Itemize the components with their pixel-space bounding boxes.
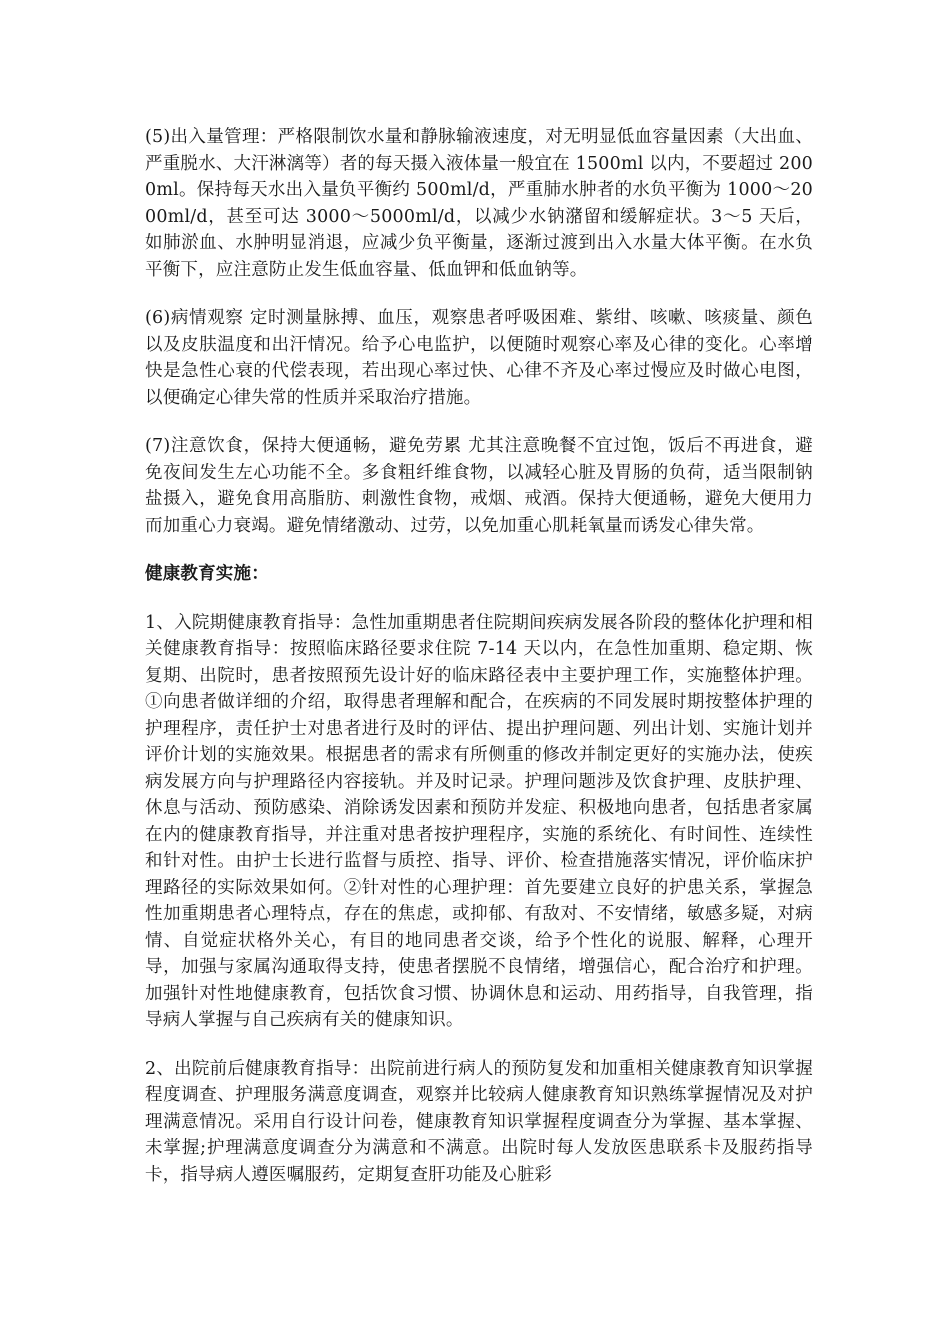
paragraph-intake-output-management: (5)出入量管理：严格限制饮水量和静脉输液速度，对无明显低血容量因素（大出血、严重脱水、大汗淋漓等）者的每天摄入液体量一般宜在 1500ml 以内，不要超过 2000ml。保持每天水出入量负平衡约 500ml/d，严重肺水肿者的水负平衡为 1000～2000ml/d，甚至可达 3000～5000ml/d，以减少水钠潴留和缓解症状。3～5 天后，如肺淤血、水肿明显消退，应减少负平衡量，逐渐过渡到出入水量大体平衡。在水负平衡下，应注意防止发生低血容量、低血钾和低血钠等。 [145,127,813,280]
section-heading-health-education: 健康教育实施： [145,564,269,584]
paragraph-admission-education: 1、入院期健康教育指导：急性加重期患者住院期间疾病发展各阶段的整体化护理和相关健康教育指导：按照临床路径要求住院 7-14 天以内，在急性加重期、稳定期、恢复期、出院时，患者按照预先设计好的临床路径表中主要护理工作，实施整体护理。①向患者做详细的介绍，取得患者理解和配合，在疾病的不同发展时期按整体护理的护理程序，责任护士对患者进行及时的评估、提出护理问题、列出计划、实施计划并评价计划的实施效果。根据患者的需求有所侧重的修改并制定更好的实施办法，使疾病发展方向与护理路径内容接轨。并及时记录。护理问题涉及饮食护理、皮肤护理、休息与活动、预防感染、消除诱发因素和预防并发症、积极地向患者，包括患者家属在内的健康教育指导，并注重对患者按护理程序，实施的系统化、有时间性、连续性和针对性。由护士长进行监督与质控、指导、评价、检查措施落实情况，评价临床护理路径的实际效果如何。②针对性的心理护理：首先要建立良好的护患关系，掌握急性加重期患者心理特点，存在的焦虑，或抑郁、有敌对、不安情绪，敏感多疑，对病情、自觉症状格外关心，有目的地同患者交谈，给予个性化的说服、解释，心理开导，加强与家属沟通取得支持，使患者摆脱不良情绪，增强信心，配合治疗和护理。加强针对性地健康教育，包括饮食习惯、协调休息和运动、用药指导，自我管理，指导病人掌握与自己疾病有关的健康知识。 [145,612,813,1030]
paragraph-condition-observation: (6)病情观察 定时测量脉搏、血压，观察患者呼吸困难、紫绀、咳嗽、咳痰量、颜色以及皮肤温度和出汗情况。给予心电监护，以便随时观察心率及心律的变化。心率增快是急性心衰的代偿表现，若出现心率过快、心律不齐及心率过慢应及时做心电图，以便确定心律失常的性质并采取治疗措施。 [145,308,813,408]
document-body [145,124,813,1210]
paragraph-diet-notes: (7)注意饮食，保持大便通畅，避免劳累 尤其注意晚餐不宜过饱，饭后不再进食，避免夜间发生左心功能不全。多食粗纤维食物，以减轻心脏及胃肠的负荷，适当限制钠盐摄入，避免食用高脂肪、刺激性食物，戒烟、戒酒。保持大便通畅，避免大便用力而加重心力衰竭。避免情绪激动、过劳，以免加重心肌耗氧量而诱发心律失常。 [145,436,813,536]
paragraph-discharge-education: 2、出院前后健康教育指导：出院前进行病人的预防复发和加重相关健康教育知识掌握程度调查、护理服务满意度调查，观察并比较病人健康教育知识熟练掌握情况及对护理满意情况。采用自行设计问卷，健康教育知识掌握程度调查分为掌握、基本掌握、未掌握;护理满意度调查分为满意和不满意。出院时每人发放医患联系卡及服药指导卡，指导病人遵医嘱服药，定期复查肝功能及心脏彩 [145,1058,813,1185]
